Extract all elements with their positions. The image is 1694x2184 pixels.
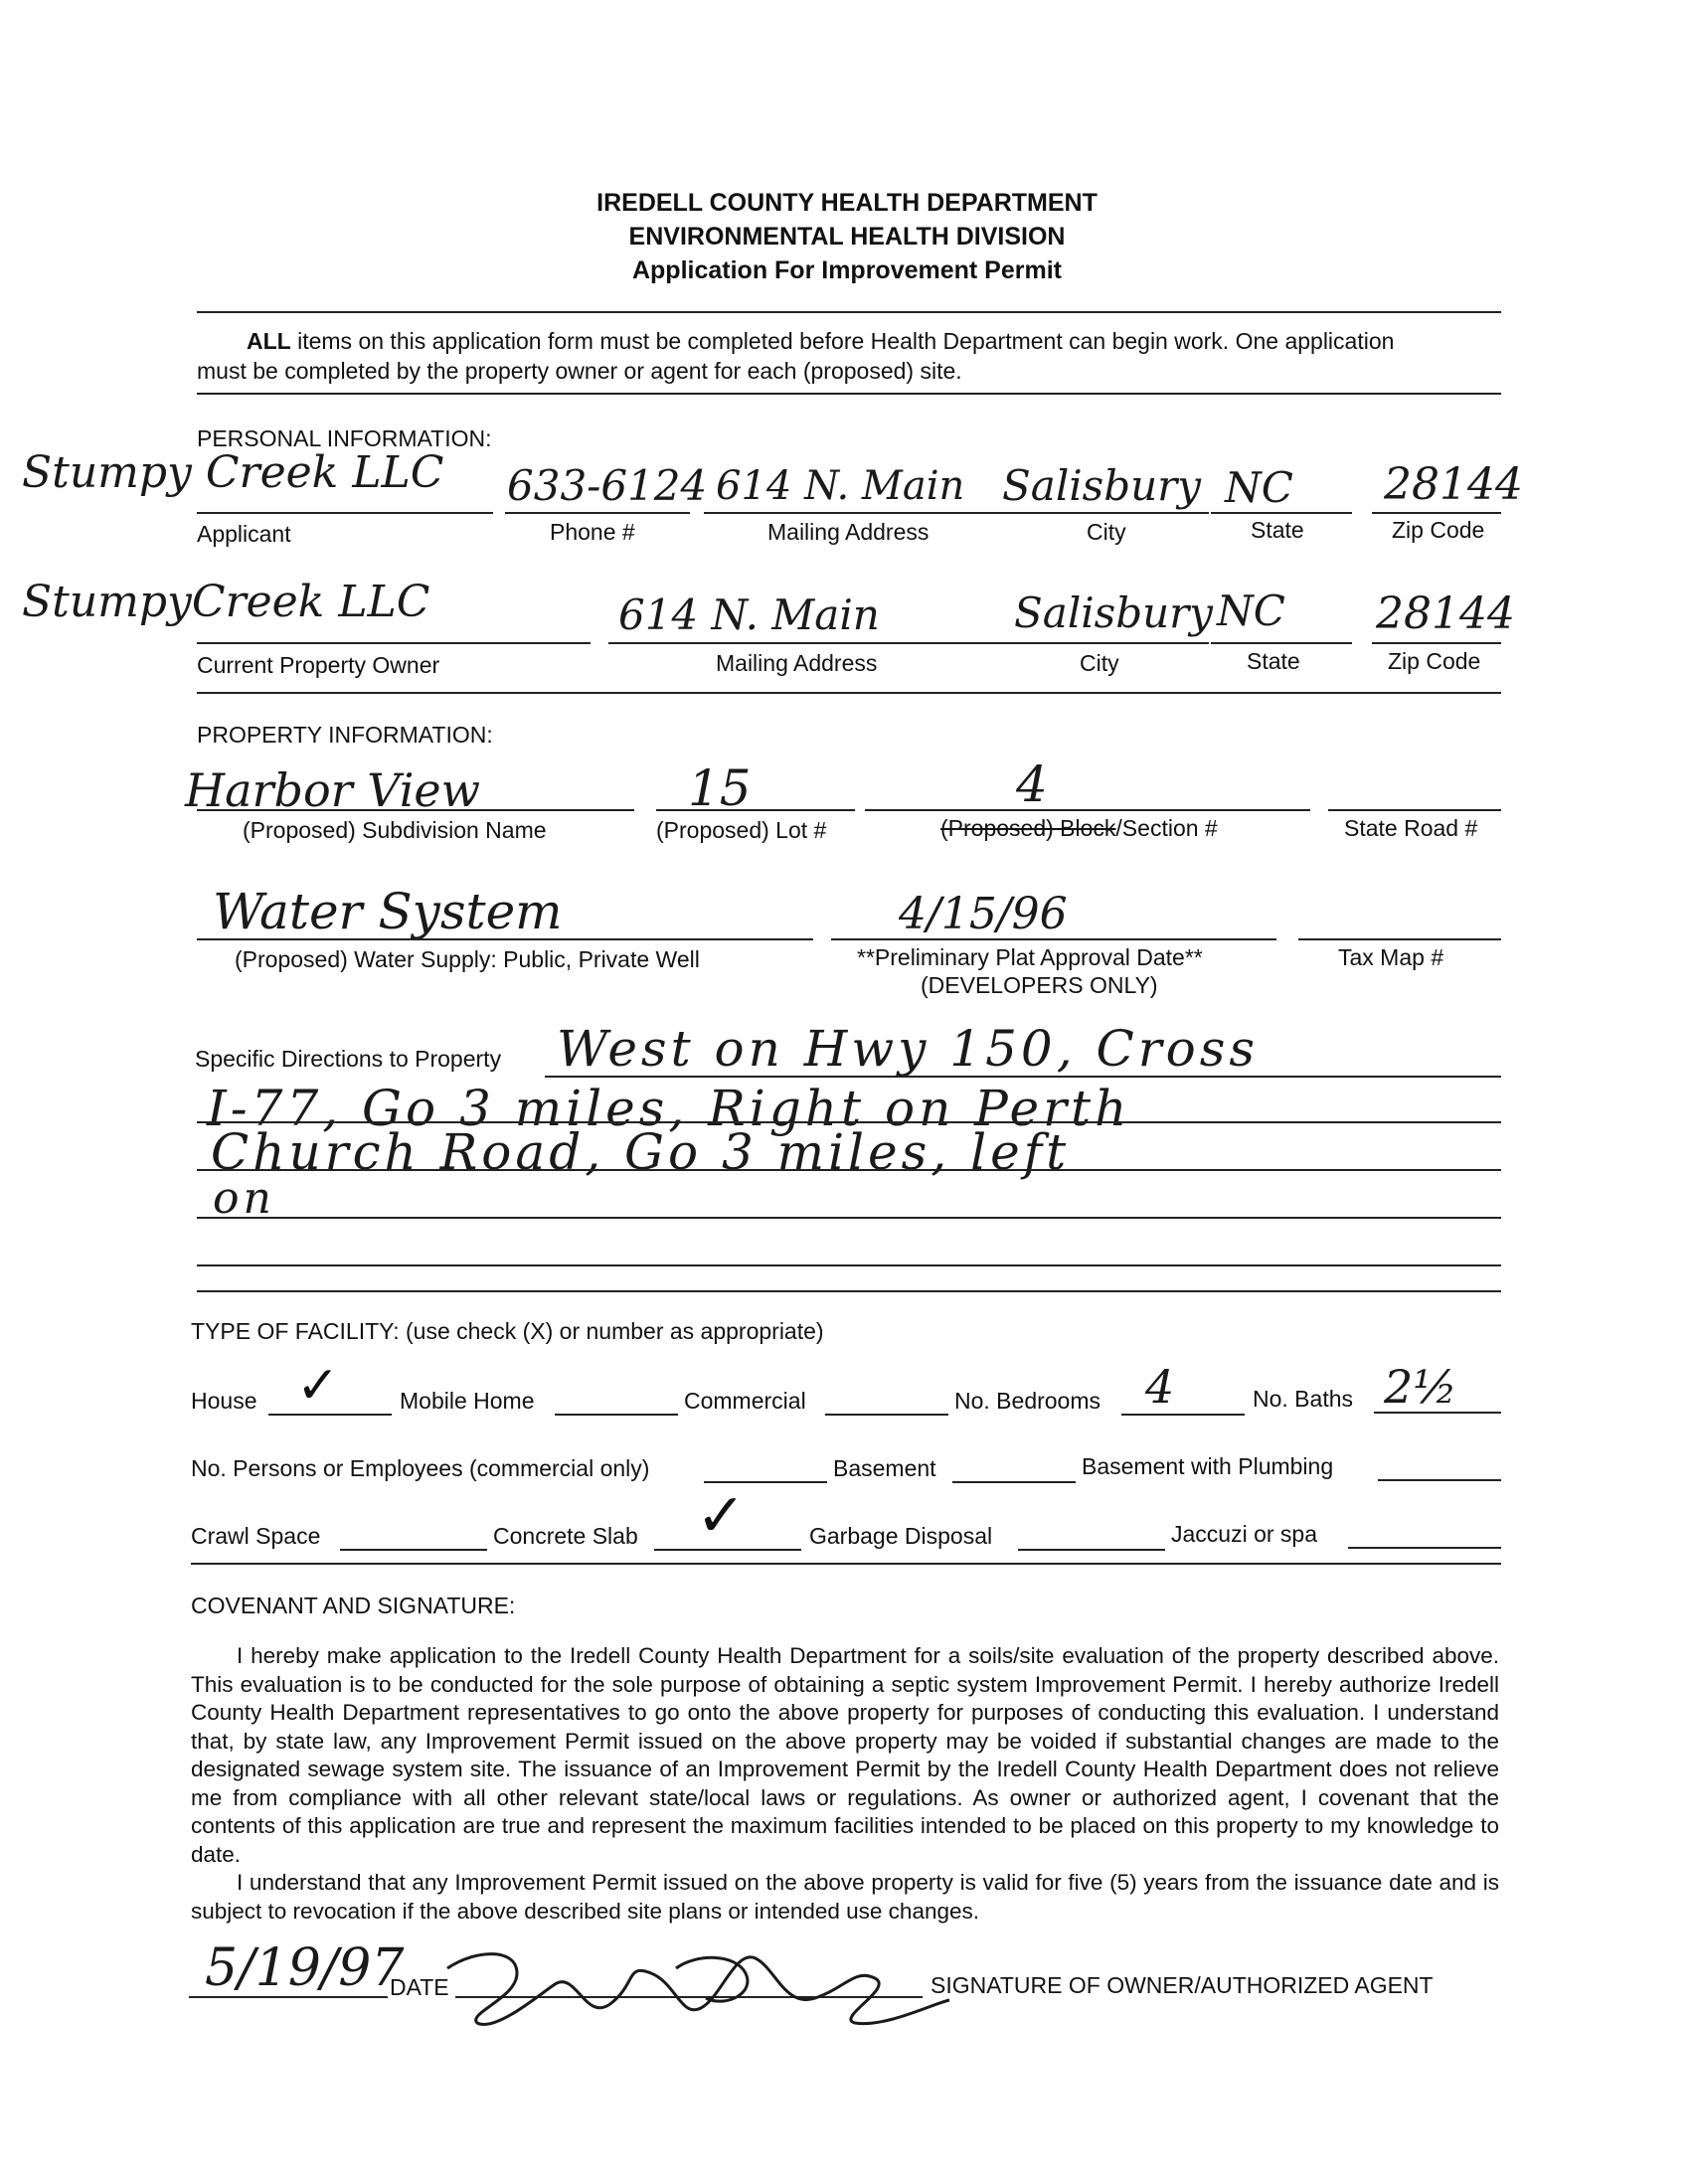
owner-mailing-line <box>608 642 1008 644</box>
lot-value[interactable]: 15 <box>688 759 752 817</box>
facility-heading: TYPE OF FACILITY: (use check (X) or number as appropriate) <box>191 1318 824 1344</box>
personal-rule <box>197 692 1501 694</box>
owner-city-value[interactable]: Salisbury <box>1014 588 1213 637</box>
water-line <box>197 938 813 940</box>
mobile-line <box>555 1414 678 1416</box>
directions-line-e <box>197 1264 1501 1266</box>
state-road-line <box>1328 809 1501 811</box>
city-label: City <box>1087 519 1126 545</box>
phone-line <box>505 512 690 514</box>
applicant-line <box>197 512 493 514</box>
slab-check-icon[interactable]: ✓ <box>696 1481 747 1551</box>
tax-map-label: Tax Map # <box>1338 944 1444 970</box>
baths-label: No. Baths <box>1253 1386 1353 1412</box>
owner-zip-value[interactable]: 28144 <box>1376 588 1515 639</box>
owner-address-value[interactable]: 614 N. Main <box>618 590 880 639</box>
instructions-bold: ALL <box>247 328 291 354</box>
facility-rule <box>191 1563 1501 1565</box>
header-rule <box>197 311 1501 313</box>
instructions-rule <box>197 393 1501 395</box>
section-line <box>865 809 1310 811</box>
crawl-line <box>340 1549 487 1551</box>
subdivision-line <box>197 809 634 811</box>
basement-plumbing-line <box>1378 1479 1501 1481</box>
personal-heading: PERSONAL INFORMATION: <box>197 425 492 451</box>
persons-label: No. Persons or Employees (commercial only) <box>191 1455 650 1481</box>
applicant-state-value[interactable]: NC <box>1225 463 1293 512</box>
state-road-label: State Road # <box>1344 815 1478 841</box>
owner-state-label: State <box>1247 648 1300 674</box>
date-label: DATE <box>390 1974 449 2000</box>
water-label: (Proposed) Water Supply: Public, Private Well <box>235 946 700 972</box>
city-line <box>1004 512 1209 514</box>
section-label <box>940 815 1218 842</box>
owner-name-value[interactable]: StumpyCreek LLC <box>22 577 430 627</box>
covenant-paragraph-2: I understand that any Improvement Permit issued on the above property is valid for five (5) years from the issuance date and is subject to revocation if the above described site plans or intended use changes. <box>191 1870 1499 1924</box>
water-supply-value[interactable]: Water System <box>213 883 563 940</box>
applicant-label: Applicant <box>197 521 291 547</box>
department-title: IREDELL COUNTY HEALTH DEPARTMENT <box>596 189 1098 217</box>
zip-label: Zip Code <box>1392 517 1485 543</box>
mailing-label: Mailing Address <box>767 519 930 545</box>
date-value[interactable]: 5/19/97 <box>205 1938 405 1998</box>
directions-line-a <box>545 1076 1501 1078</box>
section-value[interactable]: 4 <box>1016 756 1048 813</box>
owner-zip-label: Zip Code <box>1388 648 1481 674</box>
instructions-line2: must be completed by the property owner or agent for each (proposed) site. <box>197 358 962 384</box>
garbage-line <box>1018 1549 1165 1551</box>
directions-line-f <box>197 1290 1501 1292</box>
owner-state-value[interactable]: NC <box>1217 587 1285 635</box>
applicant-zip-value[interactable]: 28144 <box>1384 459 1523 510</box>
subdivision-label: (Proposed) Subdivision Name <box>243 817 547 843</box>
tax-map-line <box>1298 938 1501 940</box>
slab-label: Concrete Slab <box>493 1523 638 1549</box>
plat-date-value[interactable]: 4/15/96 <box>899 889 1068 939</box>
commercial-label: Commercial <box>684 1388 806 1414</box>
covenant-heading: COVENANT AND SIGNATURE: <box>191 1593 516 1618</box>
lot-label: (Proposed) Lot # <box>656 817 827 843</box>
plat-sub-label: (DEVELOPERS ONLY) <box>921 972 1158 998</box>
lot-line <box>656 809 855 811</box>
applicant-city-value[interactable]: Salisbury <box>1002 461 1201 510</box>
applicant-phone-value[interactable]: 633-6124 <box>507 461 708 510</box>
applicant-address-value[interactable]: 614 N. Main <box>716 463 965 509</box>
basement-label: Basement <box>833 1455 936 1481</box>
division-title: ENVIRONMENTAL HEALTH DIVISION <box>628 223 1066 251</box>
block-struck-label: (Proposed) Block <box>940 815 1116 841</box>
directions-line-c <box>197 1169 1501 1171</box>
form-title: Application For Improvement Permit <box>631 256 1062 284</box>
directions-line-4[interactable]: on <box>213 1173 275 1224</box>
house-label: House <box>191 1388 257 1414</box>
jacuzzi-label: Jaccuzi or spa <box>1171 1521 1318 1547</box>
directions-line-1[interactable]: West on Hwy 150, Cross <box>557 1020 1260 1078</box>
owner-line <box>197 642 591 644</box>
owner-label: Current Property Owner <box>197 652 440 678</box>
directions-label: Specific Directions to Property <box>195 1046 502 1072</box>
instructions-line1 <box>247 328 1394 355</box>
basement-plumbing-label: Basement with Plumbing <box>1082 1453 1334 1479</box>
garbage-label: Garbage Disposal <box>809 1523 993 1549</box>
plat-line <box>831 938 1276 940</box>
instructions-text1: items on this application form must be completed before Health Department can begin work. One application <box>290 328 1395 354</box>
property-heading: PROPERTY INFORMATION: <box>197 722 493 748</box>
crawl-label: Crawl Space <box>191 1523 321 1549</box>
directions-line-2[interactable]: I-77, Go 3 miles, Right on Perth <box>207 1080 1131 1137</box>
covenant-text <box>191 1642 1499 1926</box>
signature-scribble <box>437 1929 954 2038</box>
bedrooms-line <box>1121 1414 1245 1416</box>
owner-state-line <box>1211 642 1352 644</box>
mailing-line <box>704 512 1008 514</box>
directions-line-d <box>197 1217 1501 1219</box>
jacuzzi-line <box>1348 1547 1501 1549</box>
house-check-icon[interactable]: ✓ <box>296 1356 340 1416</box>
directions-line-b <box>197 1121 1501 1123</box>
owner-mailing-label: Mailing Address <box>716 650 878 676</box>
phone-label: Phone # <box>550 519 635 545</box>
owner-city-line <box>1004 642 1209 644</box>
plat-label: **Preliminary Plat Approval Date** <box>857 944 1203 970</box>
state-line <box>1211 512 1352 514</box>
signature-label: SIGNATURE OF OWNER/AUTHORIZED AGENT <box>931 1972 1434 1998</box>
mobile-label: Mobile Home <box>400 1388 535 1414</box>
bedrooms-value[interactable]: 4 <box>1145 1360 1175 1414</box>
zip-line <box>1372 512 1501 514</box>
commercial-line <box>825 1414 948 1416</box>
section-label-text: /Section # <box>1115 815 1218 841</box>
baths-value[interactable]: 2½ <box>1384 1360 1457 1414</box>
owner-zip-line <box>1372 642 1501 644</box>
basement-line <box>952 1481 1076 1483</box>
state-label: State <box>1251 517 1304 543</box>
date-line <box>189 1996 388 1998</box>
subdivision-value[interactable]: Harbor View <box>185 763 481 817</box>
applicant-name-value[interactable]: Stumpy Creek LLC <box>22 447 444 498</box>
covenant-paragraph-1: I hereby make application to the Iredell County Health Department for a soils/site evaluation of the property described above. This evaluation is to be conducted for the sole purpose of obtaining a septic system Improvement Permit. I hereby authorize Iredell County Health Department representatives to go onto the above property for purposes of conducting this evaluation. I understand that, by state law, any Improvement Permit issued on the above property may be voided if substantial changes are made to the designated sewage system site. The issuance of an Improvement Permit by the Iredell County Health Department does not relieve me from compliance with all other relevant state/local laws or regulations. As owner or authorized agent, I covenant that the contents of this application are true and represent the maximum facilities intended to be placed on this property to my knowledge to date. <box>191 1643 1499 1867</box>
owner-city-label: City <box>1080 650 1119 676</box>
bedrooms-label: No. Bedrooms <box>954 1388 1101 1414</box>
directions-line-3[interactable]: Church Road, Go 3 miles, left <box>211 1123 1071 1181</box>
